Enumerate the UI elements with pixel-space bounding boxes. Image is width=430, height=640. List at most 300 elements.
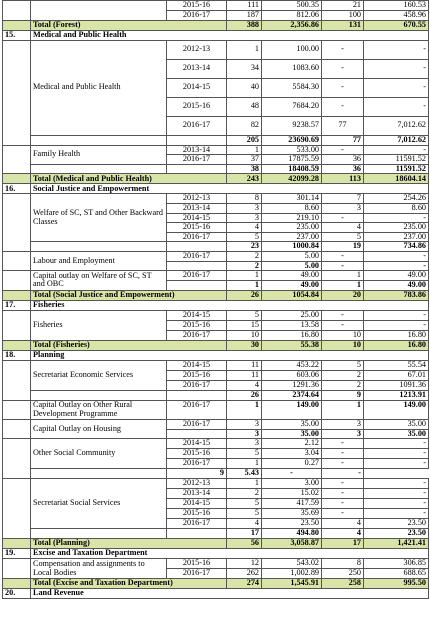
table-cell: 2016-17 [167,569,227,579]
table-cell: - [322,320,364,330]
table-cell: Total (Excise and Taxation Department) [31,579,227,589]
table-cell: 37 [227,155,262,165]
table-cell: 9 [322,390,364,400]
table-cell: 4 [322,519,364,529]
table-cell: 1054.84 [262,290,322,300]
empty-cell [3,419,31,439]
table-cell: 494.80 [262,529,322,539]
table-cell: - [364,40,429,59]
table-cell: Capital Outlay on Housing [31,419,167,439]
table-row [3,252,429,262]
table-cell: 2015-16 [167,320,227,330]
table-cell: 603.06 [262,370,322,380]
table-row [3,310,429,320]
empty-cell [167,242,227,252]
table-row [3,271,429,281]
table-cell: 35.00 [364,429,429,439]
table-cell: 77 [322,116,364,135]
table-cell: 1 [322,271,364,281]
table-cell: - [364,213,429,223]
table-cell: 2 [227,261,262,271]
table-cell: 4 [322,529,364,539]
empty-cell [3,559,31,579]
table-cell: 12 [227,559,262,569]
table-cell: 4 [227,519,262,529]
empty-cell [31,529,167,539]
table-cell: 237.00 [364,232,429,242]
table-cell: 11 [227,370,262,380]
table-cell: Secretariat Economic Services [31,360,167,390]
table-cell: 2015-16 [167,1,227,11]
table-cell: 9238.57 [262,116,322,135]
table-cell: 2014-15 [167,499,227,509]
table-cell: 3 [227,213,262,223]
table-cell: 77 [322,135,364,145]
table-cell: Medical and Public Health [31,30,429,40]
table-cell: 2015-16 [167,559,227,569]
table-cell: - [322,310,364,320]
table-cell: 2015-16 [167,97,227,116]
table-cell: 2016-17 [167,519,227,529]
table-cell: Total (Forest) [31,20,227,30]
section-header [3,549,429,559]
table-cell: 243 [227,174,262,184]
table-cell: 49.00 [364,280,429,290]
table-cell: 3,058.87 [262,539,322,549]
table-cell: 160.53 [364,1,429,11]
empty-cell [3,479,31,539]
empty-cell [3,340,31,350]
table-cell: 2013-14 [167,145,227,155]
table-cell: - [364,459,429,469]
table-cell: - [322,439,364,449]
table-cell: 1,002.89 [262,569,322,579]
table-cell: 995.50 [364,579,429,589]
table-cell: 49.00 [262,271,322,281]
table-cell: - [322,459,364,469]
section-header [3,300,429,310]
empty-cell [3,310,31,340]
outstanding-utilisation-table [2,0,429,599]
table-cell: 17. [3,300,31,310]
section-header [3,589,429,599]
table-cell: 2016-17 [167,400,227,419]
table-cell: 1213.91 [364,390,429,400]
table-cell: 100.00 [262,40,322,59]
empty-cell [167,164,227,174]
table-cell: Land Revenue [31,589,429,599]
subtotal-row [3,135,429,145]
table-cell: 149.00 [364,400,429,419]
table-cell: 15 [227,320,262,330]
table-row [3,479,429,489]
table-cell: Fisheries [31,300,429,310]
table-cell: 8 [322,559,364,569]
table-cell: Social Justice and Empowerment [31,184,429,194]
total-row [3,174,429,184]
table-cell: 40 [227,78,262,97]
section-header [3,30,429,40]
table-cell: 35.00 [364,419,429,429]
table-cell: - [364,439,429,449]
table-cell: 38 [227,164,262,174]
empty-cell [167,280,227,290]
section-header [3,350,429,360]
total-row [3,290,429,300]
table-cell: - [364,499,429,509]
table-cell: - [364,252,429,262]
table-cell: 235.00 [262,223,322,233]
table-cell: 13.58 [262,320,322,330]
table-cell: - [322,97,364,116]
table-cell: 2,356.86 [262,20,322,30]
table-row [3,400,429,419]
empty-cell [167,529,227,539]
empty-cell [31,469,167,479]
empty-cell [3,194,31,252]
subtotal-row [3,390,429,400]
table-cell: 16. [3,184,31,194]
table-cell: - [322,499,364,509]
table-cell: Fisheries [31,310,167,340]
table-cell: 2 [227,489,262,499]
table-cell: 1 [227,271,262,281]
table-cell: 5 [322,232,364,242]
table-cell: 500.35 [262,1,322,11]
table-cell: 301.14 [262,194,322,204]
table-cell: 1 [227,479,262,489]
table-cell: 26 [227,390,262,400]
table-cell: - [322,449,364,459]
table-cell: 812.06 [262,10,322,20]
table-cell: 5.43 [227,469,262,479]
table-cell: 5 [227,310,262,320]
table-cell: 17875.59 [262,155,322,165]
table-cell: 111 [227,1,262,11]
empty-cell [3,400,31,419]
table-cell: 5.00 [262,261,322,271]
empty-cell [3,271,31,290]
table-cell: 11591.52 [364,164,429,174]
table-cell: 10 [322,330,364,340]
table-cell: 100 [322,10,364,20]
table-cell: 688.65 [364,569,429,579]
document-page [2,0,428,638]
table-cell: 306.85 [364,559,429,569]
table-cell: Total (Medical and Public Health) [31,174,227,184]
table-cell: 2014-15 [167,310,227,320]
table-cell: 3 [227,439,262,449]
empty-cell [167,390,227,400]
table-cell: 16.80 [364,330,429,340]
table-cell: 1000.84 [262,242,322,252]
table-cell: Total (Planning) [31,539,227,549]
table-row [3,419,429,429]
table-cell: 17 [322,539,364,549]
table-cell: 543.02 [262,559,322,569]
table-cell: 5 [227,232,262,242]
table-cell: 113 [322,174,364,184]
empty-cell [167,429,227,439]
table-cell: 1,421.41 [364,539,429,549]
table-cell: 2 [227,252,262,262]
table-cell: 2 [322,380,364,390]
table-cell: - [322,252,364,262]
table-cell: 25.00 [262,310,322,320]
table-cell: 36 [322,164,364,174]
table-cell: Excise and Taxation Department [31,549,429,559]
table-cell: 3.00 [262,479,322,489]
table-cell: 417.59 [262,499,322,509]
table-cell: 458.96 [364,10,429,20]
table-cell: 262 [227,569,262,579]
table-cell: Total (Social Justice and Empowerment) [31,290,227,300]
table-cell: 2.12 [262,439,322,449]
table-row [3,1,429,11]
table-cell: 3 [227,419,262,429]
table-row [3,559,429,569]
table-cell: 23.50 [364,529,429,539]
empty-cell [31,390,167,400]
section-header [3,184,429,194]
table-cell: 11591.52 [364,155,429,165]
empty-cell [3,360,31,400]
table-cell: 1291.36 [262,380,322,390]
table-cell: 16.80 [262,330,322,340]
table-cell: 533.00 [262,145,322,155]
table-cell: 1091.36 [364,380,429,390]
table-cell: - [364,97,429,116]
table-cell: 3 [322,204,364,214]
table-cell: 11 [227,360,262,370]
empty-cell [167,135,227,145]
table-cell: - [322,479,364,489]
table-cell: 23.50 [262,519,322,529]
table-cell: 3 [227,429,262,439]
table-cell: 5 [322,360,364,370]
table-cell: 2016-17 [167,271,227,281]
table-cell: 36 [322,155,364,165]
table-cell: 1 [227,40,262,59]
total-row [3,340,429,350]
table-cell: 8.60 [364,204,429,214]
table-cell: - [262,469,322,479]
table-cell: 5584.30 [262,78,322,97]
empty-cell [31,242,167,252]
table-cell: 2012-13 [167,194,227,204]
table-cell: - [322,261,364,271]
table-cell: - [322,40,364,59]
table-cell: 187 [227,10,262,20]
table-cell: 2015-16 [167,449,227,459]
empty-cell [3,1,31,21]
table-cell: 15. [3,30,31,40]
table-cell: 55.38 [262,340,322,350]
table-cell: 16.80 [364,340,429,350]
table-cell: 19 [322,242,364,252]
empty-cell [31,164,167,174]
table-cell: Medical and Public Health [31,40,167,135]
table-cell: - [364,489,429,499]
table-cell: Capital outlay on Welfare of SC, ST and OBC [31,271,167,290]
table-cell: 7,012.62 [364,116,429,135]
table-cell: - [364,320,429,330]
table-cell: 35.00 [262,419,322,429]
table-cell: 2015-16 [167,509,227,519]
table-row [3,439,429,449]
table-cell: 2014-15 [167,78,227,97]
table-cell: 2374.64 [262,390,322,400]
table-cell: 2014-15 [167,213,227,223]
table-cell: 7684.20 [262,97,322,116]
table-cell: 30 [227,340,262,350]
empty-cell [31,135,167,145]
table-cell: 8.60 [262,204,322,214]
table-row [3,194,429,204]
table-cell: 56 [227,539,262,549]
table-cell: 34 [227,59,262,78]
table-cell: 2016-17 [167,116,227,135]
table-cell: 5 [227,449,262,459]
table-cell: 17 [227,529,262,539]
table-cell: 1 [227,280,262,290]
empty-cell [3,579,31,589]
table-cell: 9 [167,469,227,479]
table-cell: Other Social Community [31,439,167,469]
table-cell: 734.86 [364,242,429,252]
table-cell: 23.50 [364,519,429,529]
table-cell: 2016-17 [167,459,227,469]
table-cell: 21 [322,1,364,11]
table-cell: 4 [227,380,262,390]
empty-cell [3,252,31,271]
table-row [3,145,429,155]
table-cell: 2015-16 [167,370,227,380]
table-cell: 2 [322,370,364,380]
table-cell: Labour and Employment [31,252,167,271]
table-cell: 1083.60 [262,59,322,78]
subtotal-row [3,242,429,252]
table-cell: 235.00 [364,223,429,233]
table-cell: 2014-15 [167,439,227,449]
empty-cell [3,145,31,174]
table-cell: 2016-17 [167,232,227,242]
table-row [3,360,429,370]
table-cell: 2016-17 [167,10,227,20]
empty-cell [3,539,31,549]
table-cell: 149.00 [262,400,322,419]
table-cell: 3 [322,419,364,429]
table-cell: - [322,509,364,519]
table-cell: 1 [227,400,262,419]
subtotal-row [3,164,429,174]
table-cell: 19. [3,549,31,559]
table-cell: 2012-13 [167,479,227,489]
table-cell: 15.02 [262,489,322,499]
table-cell: 5 [227,509,262,519]
table-cell: 2012-13 [167,40,227,59]
table-cell: 20. [3,589,31,599]
table-cell: 26 [227,290,262,300]
table-cell: 0.27 [262,459,322,469]
table-cell: 1 [227,459,262,469]
empty-cell [31,1,167,21]
table-cell: 4 [227,223,262,233]
total-row [3,579,429,589]
table-cell: Capital Outlay on Other Rural Development Programme [31,400,167,419]
table-cell: - [364,310,429,320]
table-cell: 2013-14 [167,489,227,499]
table-cell: - [322,213,364,223]
table-cell: 453.22 [262,360,322,370]
table-cell: 2016-17 [167,252,227,262]
table-cell: 1 [227,145,262,155]
table-cell: 2016-17 [167,155,227,165]
empty-cell [3,20,31,30]
table-cell: 10 [322,340,364,350]
empty-cell [167,261,227,271]
total-row [3,20,429,30]
table-cell: 4 [322,223,364,233]
table-cell: 55.54 [364,360,429,370]
table-cell: 18. [3,350,31,360]
table-cell: 7 [322,194,364,204]
table-cell: 2016-17 [167,419,227,429]
table-cell: 20 [322,290,364,300]
table-cell: 2016-17 [167,380,227,390]
table-cell: 3 [322,429,364,439]
table-cell: 48 [227,97,262,116]
table-cell: Compensation and assignments to Local Bodies [31,559,167,579]
table-cell: 3.04 [262,449,322,459]
table-cell: 205 [227,135,262,145]
table-cell: 82 [227,116,262,135]
empty-cell [3,40,31,145]
table-cell: 388 [227,20,262,30]
table-cell: - [322,469,364,479]
table-cell: - [364,509,429,519]
table-cell: - [364,449,429,459]
empty-cell [3,174,31,184]
table-cell: 1,545.91 [262,579,322,589]
table-cell: Planning [31,350,429,360]
table-cell: 254.26 [364,194,429,204]
table-cell: - [364,78,429,97]
table-cell: 2013-14 [167,59,227,78]
subtotal-row [3,529,429,539]
table-cell: 23 [227,242,262,252]
table-cell: 1 [322,400,364,419]
total-row [3,539,429,549]
table-cell: 219.10 [262,213,322,223]
table-cell: - [322,489,364,499]
table-cell: - [364,145,429,155]
table-cell: - [322,59,364,78]
table-cell: Welfare of SC, ST and Other Backward Classes [31,194,167,242]
table-cell: 2013-14 [167,204,227,214]
table-cell: 67.01 [364,370,429,380]
table-cell: 23690.69 [262,135,322,145]
table-cell: 49.00 [364,271,429,281]
table-cell: 274 [227,579,262,589]
table-cell: Family Health [31,145,167,164]
table-cell: 1 [322,280,364,290]
table-cell: 18408.59 [262,164,322,174]
table-cell: - [322,78,364,97]
table-cell: 8 [227,194,262,204]
table-cell: 2016-17 [167,330,227,340]
table-cell: - [364,261,429,271]
